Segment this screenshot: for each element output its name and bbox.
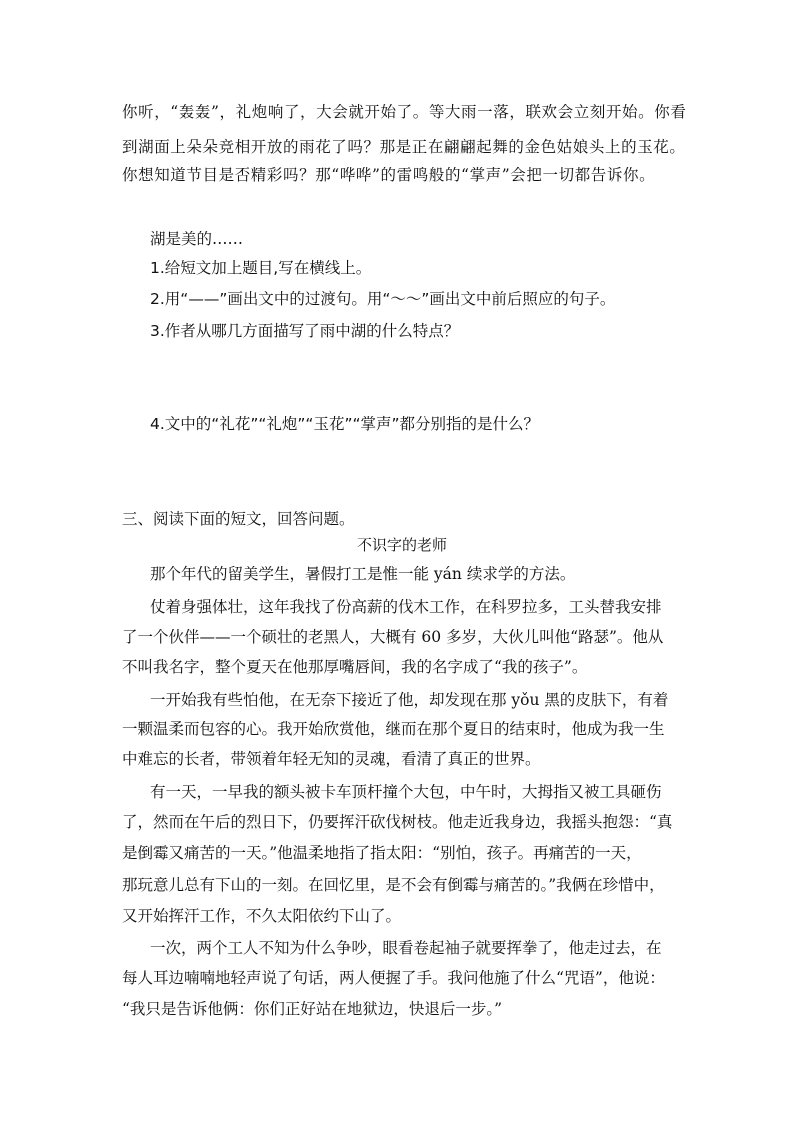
article-line: 那个年代的留美学生，暑假打工是惟一能 yán 续求学的方法。 xyxy=(150,565,576,583)
question-3: 3.作者从哪几方面描写了雨中湖的什么特点？ xyxy=(150,322,460,340)
question-1: 1.给短文加上题目,写在横线上。 xyxy=(150,259,372,277)
article-line: 不叫我名字，整个夏天在他那厚嘴唇间，我的名字成了“我的孩子”。 xyxy=(122,658,588,676)
article-line: 仗着身强体壮，这年我找了份高薪的伐木工作，在科罗拉多，工头替我安排 xyxy=(150,598,662,616)
article-line: 了，然而在午后的烈日下，仍要挥汗砍伐树枝。他走近我身边，我摇头抱怨：“真 xyxy=(122,813,673,831)
article-line: 那玩意儿总有下山的一刻。在回忆里，是不会有倒霉与痛苦的。”我俩在珍惜中， xyxy=(122,876,665,894)
article-line: 每人耳边喃喃地轻声说了句话，两人便握了手。我问他施了什么“咒语”，他说： xyxy=(122,969,665,987)
article-line: 一次，两个工人不知为什么争吵，眼看卷起袖子就要挥拳了，他走过去，在 xyxy=(150,939,662,957)
article-line: 有一天，一早我的额头被卡车顶杆撞个大包，中午时，大拇指又被工具砸伤 xyxy=(150,783,662,801)
question-2: 2.用“——”画出文中的过渡句。用“～～”画出文中前后照应的句子。 xyxy=(150,290,616,308)
section-heading: 三、阅读下面的短文，回答问题。 xyxy=(122,510,355,528)
passage-line: 到湖面上朵朵竞相开放的雨花了吗？那是正在翩翩起舞的金色姑娘头上的玉花。 xyxy=(122,138,686,156)
article-line: 是倒霉又痛苦的一天。”他温柔地指了指太阳：“别怕，孩子。再痛苦的一天， xyxy=(122,844,642,862)
passage-line: 你听，“轰轰”，礼炮响了，大会就开始了。等大雨一落，联欢会立刻开始。你看 xyxy=(122,103,687,121)
article-line: 了一个伙伴——一个硕壮的老黑人，大概有 60 多岁，大伙儿叫他“路瑟”。他从 xyxy=(122,628,664,646)
article-line: 一开始我有些怕他，在无奈下接近了他，却发现在那 yǒu 黑的皮肤下，有着 xyxy=(150,691,669,709)
article-title: 不识字的老师 xyxy=(357,536,448,554)
passage-line: 湖是美的…… xyxy=(150,230,244,248)
passage-line: 你想知道节目是否精彩吗？那“哗哗”的雷鸣般的“掌声”会把一切都告诉你。 xyxy=(122,166,656,184)
article-line: “我只是告诉他俩：你们正好站在地狱边，快退后一步。” xyxy=(122,1000,503,1018)
question-4: 4.文中的“礼花”“礼炮”“玉花”“掌声”都分别指的是什么？ xyxy=(150,415,540,433)
article-line: 一颗温柔而包容的心。我开始欣赏他，继而在那个夏日的结束时，他成为我一生 xyxy=(122,720,665,738)
article-line: 又开始挥汗工作，不久太阳依约下山了。 xyxy=(122,907,402,925)
article-line: 中难忘的长者，带领着年轻无知的灵魂，看清了真正的世界。 xyxy=(122,750,541,768)
